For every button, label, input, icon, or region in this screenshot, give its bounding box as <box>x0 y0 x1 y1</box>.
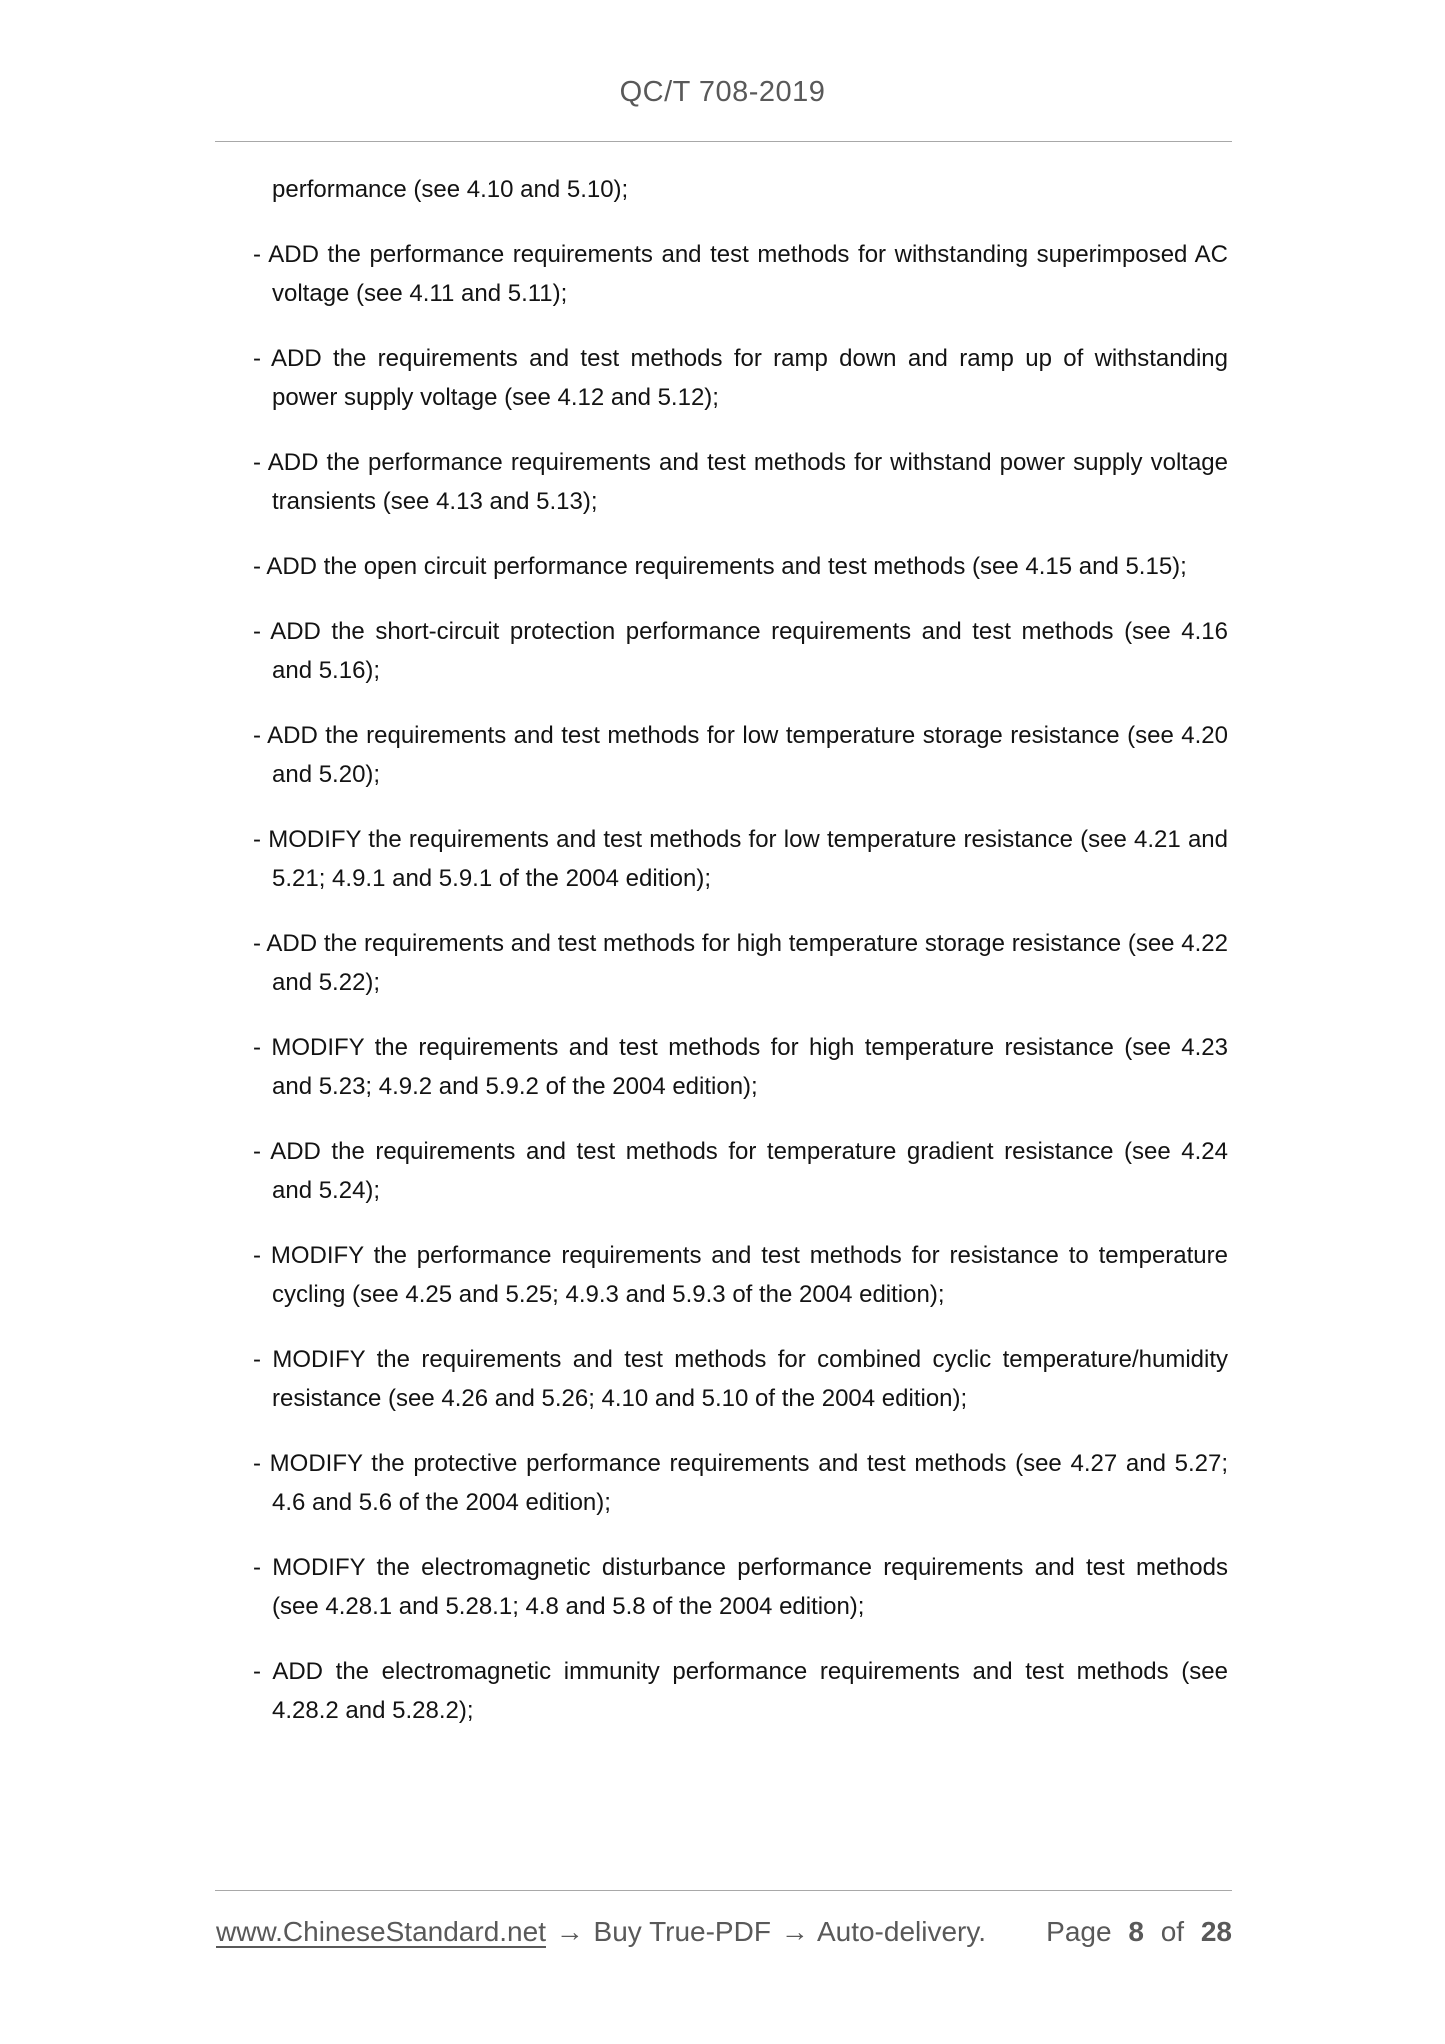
footer-divider <box>215 1890 1232 1891</box>
list-item: - ADD the electromagnetic immunity performance requirements and test methods (see 4.28.2 and 5.28.2); <box>253 1658 1228 1724</box>
change-list <box>253 235 1228 1730</box>
arrow-right-icon: → <box>780 1916 809 1947</box>
doc-number-title: QC/T 708-2019 <box>619 76 826 108</box>
list-item: - ADD the short-circuit protection performance requirements and test methods (see 4.16 and 5.16); <box>253 618 1228 684</box>
header-divider <box>215 141 1232 142</box>
list-item: - MODIFY the electromagnetic disturbance performance requirements and test methods (see 4.28.1 and 5.28.1; 4.8 and 5.8 of the 2004 edition); <box>253 1554 1228 1620</box>
of-label: of <box>1160 1916 1185 1947</box>
list-item: - ADD the requirements and test methods for high temperature storage resistance (see 4.22 and 5.22); <box>253 930 1228 996</box>
site-link[interactable]: www.ChineseStandard.net <box>216 1916 546 1947</box>
buy-true-pdf-text: Buy True-PDF <box>593 1916 771 1947</box>
document-body <box>253 170 1228 1756</box>
list-item: - ADD the requirements and test methods for temperature gradient resistance (see 4.24 and 5.24); <box>253 1138 1228 1204</box>
list-item: - ADD the requirements and test methods for low temperature storage resistance (see 4.20 and 5.20); <box>253 722 1228 788</box>
paragraph-continuation: performance (see 4.10 and 5.10); <box>272 176 629 203</box>
list-item: - MODIFY the requirements and test methods for high temperature resistance (see 4.23 and 5.23; 4.9.2 and 5.9.2 of the 2004 edition); <box>253 1034 1228 1100</box>
arrow-right-icon: → <box>555 1916 584 1947</box>
page-indicator <box>1046 1912 1232 1952</box>
footer-promo <box>216 1912 986 1952</box>
list-item: - ADD the performance requirements and test methods for withstanding superimposed AC voltage (see 4.11 and 5.11); <box>253 241 1228 307</box>
page-total: 28 <box>1200 1916 1232 1947</box>
list-item: - ADD the open circuit performance requirements and test methods (see 4.15 and 5.15); <box>253 553 1187 580</box>
list-item: - MODIFY the performance requirements and test methods for resistance to temperature cycling (see 4.25 and 5.25; 4.9.3 and 5.9.3 of the 2004 edition); <box>253 1242 1228 1308</box>
list-item: - MODIFY the protective performance requirements and test methods (see 4.27 and 5.27; 4.6 and 5.6 of the 2004 edition); <box>253 1450 1228 1516</box>
list-item: - MODIFY the requirements and test methods for low temperature resistance (see 4.21 and 5.21; 4.9.1 and 5.9.1 of the 2004 edition); <box>253 826 1228 892</box>
page-current: 8 <box>1128 1916 1144 1947</box>
auto-delivery-text: Auto-delivery. <box>816 1916 987 1947</box>
footer <box>216 1912 1232 1952</box>
list-item: - MODIFY the requirements and test methods for combined cyclic temperature/humidity resistance (see 4.26 and 5.26; 4.10 and 5.10 of the 2004 edition); <box>253 1346 1228 1412</box>
page-label: Page <box>1046 1916 1112 1947</box>
list-item: - ADD the requirements and test methods for ramp down and ramp up of withstanding power supply voltage (see 4.12 and 5.12); <box>253 345 1228 411</box>
list-item: - ADD the performance requirements and test methods for withstand power supply voltage transients (see 4.13 and 5.13); <box>253 449 1228 515</box>
